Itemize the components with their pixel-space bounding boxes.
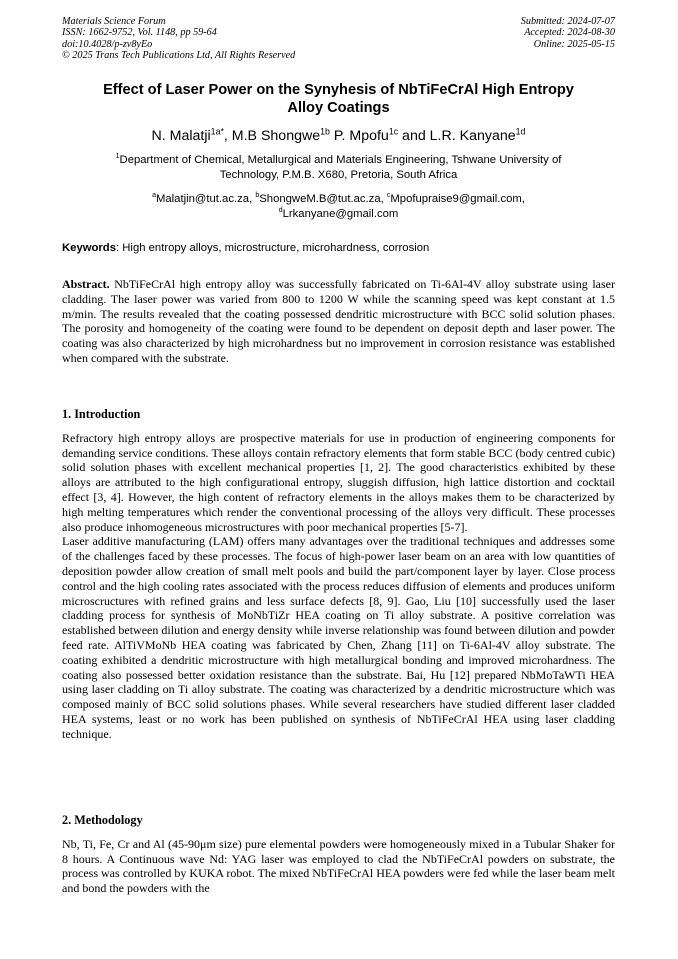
- email[interactable]: [152, 193, 255, 205]
- keywords-text: : High entropy alloys, microstructure, microhardness, corrosion: [116, 242, 430, 254]
- submitted-date: Submitted: 2024-07-07: [520, 16, 615, 27]
- keywords: [62, 241, 615, 256]
- author-name: M.B Shongwe: [231, 128, 321, 144]
- email[interactable]: [255, 193, 387, 205]
- accepted-date: Accepted: 2024-08-30: [524, 27, 615, 39]
- abstract-label: Abstract.: [62, 277, 110, 291]
- author: [430, 128, 526, 144]
- author-name: N. Malatji: [151, 128, 211, 144]
- email-line-2: [62, 207, 615, 222]
- author: [152, 128, 232, 144]
- email[interactable]: [387, 193, 525, 205]
- online-date: Online: 2025-05-15: [533, 38, 615, 50]
- author: [334, 128, 430, 144]
- email[interactable]: [279, 208, 399, 220]
- methodology-section: [62, 813, 615, 896]
- affiliation: [62, 153, 615, 182]
- methodology-paragraph-1: Nb, Ti, Fe, Cr and Al (45-90μm size) pure elemental powders were homogeneously mixed in a Tubular Shaker for 8 hours. A Continuous wave Nd: YAG laser was employed to clad the NbTiFeCrAl powders on substrate, the process was controlled by KUKA robot. The mixed NbTiFeCrAl HEA powders were fed while the laser beam melt and bond the powders with the: [62, 836, 615, 896]
- author-sep: ,: [223, 128, 232, 144]
- email-address[interactable]: ShongweM.B@tut.ac.za,: [259, 193, 387, 205]
- author-sup: 1b: [320, 126, 330, 137]
- email-address[interactable]: Malatjin@tut.ac.za,: [155, 193, 256, 205]
- paper-title: [62, 81, 615, 117]
- title-line-1: Effect of Laser Power on the Synyhesis of NbTiFeCrAl High Entropy: [103, 82, 574, 98]
- journal-copyright: © 2025 Trans Tech Publications Ltd, All Rights Reserved: [62, 50, 296, 62]
- introduction-heading: 1. Introduction: [62, 407, 141, 421]
- author-sup: 1d: [515, 126, 526, 137]
- email-sup: d: [278, 206, 283, 214]
- keywords-label: Keywords: [62, 242, 116, 254]
- email-sup: c: [386, 192, 391, 200]
- journal-name: Materials Science Forum: [62, 16, 166, 27]
- introduction-paragraph-1: Refractory high entropy alloys are prospective materials for use in production of engineering components for demanding service conditions. These alloys contain refractory elements that form stable BCC (body centred cubic) solid solution phases with excellent mechanical properties [1, 2]. The good characteristics exhibited by these alloys are attributed to the high configurational entropy, sluggish diffusion, high lattice distortion and cocktail effect [3, 4]. However, the high content of refractory elements in the alloys makes them to be characterized by high melting temperatures which render the conventional processing of the alloys very difficult. These processes also produce inhomogeneous microstructures with poor mechanical properties [5-7].: [62, 430, 615, 534]
- introduction-paragraph-2: Laser additive manufacturing (LAM) offers many advantages over the traditional techniques and addresses some of the challenges faced by these processes. The focus of high-power laser beam on an area with low quantities of deposition powder allow creation of small melt pools and build the part/component layer by layer. Close process control and the high cooling rates associated with the process reduces diffusion of elements and produces uniform microscructures with refined grains and less surface defects [8, 9]. Gao, Liu [10] successfully used the laser cladding process for synthesis of MoNbTiZr HEA coating on Ti alloy substrate. A positive correlation was established between dilution and energy density while inverse relationship was found between dilution and powder feed rate. AlTiVMoNb HEA coating was fabricated by Chen, Zhang [11] on Ti-6Al-4V alloy substrate. The coating exhibited a dendritic microstructure with high metallurgical bonding and improved microhardness. The coating also possessed better oxidation resistance than the substrate. Bai, Hu [12] prepared NbMoTaWTi HEA using laser cladding on Ti alloy substrate. The coating was characterized by a dendritic microstructure which was composed mainly of BCC solid solutions phases. While several researchers have studied different laser cladded HEA systems, least or no work has been published on synthesis of NbTiFeCrAl HEA using laser cladding technique.: [62, 534, 615, 741]
- author-sup: 1c: [388, 126, 399, 137]
- email-sup: b: [255, 192, 260, 200]
- email-list: [62, 192, 615, 221]
- affiliation-text-1: Department of Chemical, Metallurgical and Materials Engineering, Tshwane University of: [119, 154, 562, 166]
- abstract-text: NbTiFeCrAl high entropy alloy was successfully fabricated on Ti-6Al-4V alloy substrate using laser cladding. The laser power was varied from 800 to 1200 W while the scanning speed was kept constant at 1.5 m/min. The results revealed that the coating possessed dendritic microstructure with BCC solid solution phases. The porosity and homogeneity of the coating were found to be dependent on deposit depth and laser power. The coating was also characterized by high microhardness but no improvement in corrosion resistance was established when compared with the substrate.: [62, 277, 615, 365]
- author-sep: and: [398, 128, 430, 144]
- author: [232, 128, 334, 144]
- introduction-section: [62, 407, 615, 742]
- affiliation-sup: 1: [115, 153, 120, 161]
- affiliation-line-1: [62, 153, 615, 168]
- title-line-2: Alloy Coatings: [287, 100, 390, 116]
- email-address[interactable]: Lrkanyane@gmail.com: [282, 207, 399, 220]
- email-address[interactable]: Mpofupraise9@gmail.com,: [390, 193, 525, 205]
- author-list: [62, 127, 615, 145]
- methodology-heading: 2. Methodology: [62, 813, 143, 827]
- author-name: L.R. Kanyane: [429, 128, 516, 144]
- email-sup: a: [152, 192, 156, 200]
- author-sup: 1a*: [210, 126, 224, 137]
- journal-issn: ISSN: 1662-9752, Vol. 1148, pp 59-64: [62, 27, 217, 39]
- email-line-1: [62, 192, 615, 207]
- affiliation-line-2: Technology, P.M.B. X680, Pretoria, South Africa: [219, 168, 458, 181]
- dates-header: [521, 16, 615, 50]
- journal-header: [62, 16, 295, 62]
- abstract: [62, 277, 615, 366]
- author-name: P. Mpofu: [333, 128, 389, 144]
- journal-doi: doi:10.4028/p-zv8yEo: [62, 38, 153, 50]
